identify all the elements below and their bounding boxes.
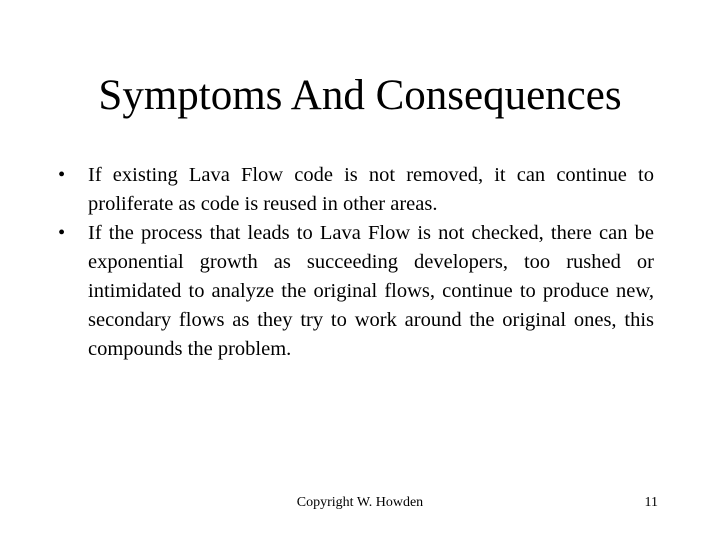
bullet-text: If the process that leads to Lava Flow is not checked, there can be exponential growth as succeeding developers, too rushed or intimidated to analyze the original flows, continue to produce new, secondary flows as they try to work around the original ones, this compounds the problem. xyxy=(88,222,654,360)
bullet-list xyxy=(58,161,654,364)
page-number: 11 xyxy=(644,495,658,510)
bullet-icon: • xyxy=(58,164,66,186)
slide-title: Symptoms And Consequences xyxy=(98,72,622,119)
bullet-text: If existing Lava Flow code is not removed, it can continue to proliferate as code is reused in other areas. xyxy=(88,164,654,215)
bullet-item xyxy=(58,161,654,219)
bullet-icon: • xyxy=(58,222,66,244)
bullet-item xyxy=(58,219,654,364)
footer-copyright: Copyright W. Howden xyxy=(296,495,424,510)
